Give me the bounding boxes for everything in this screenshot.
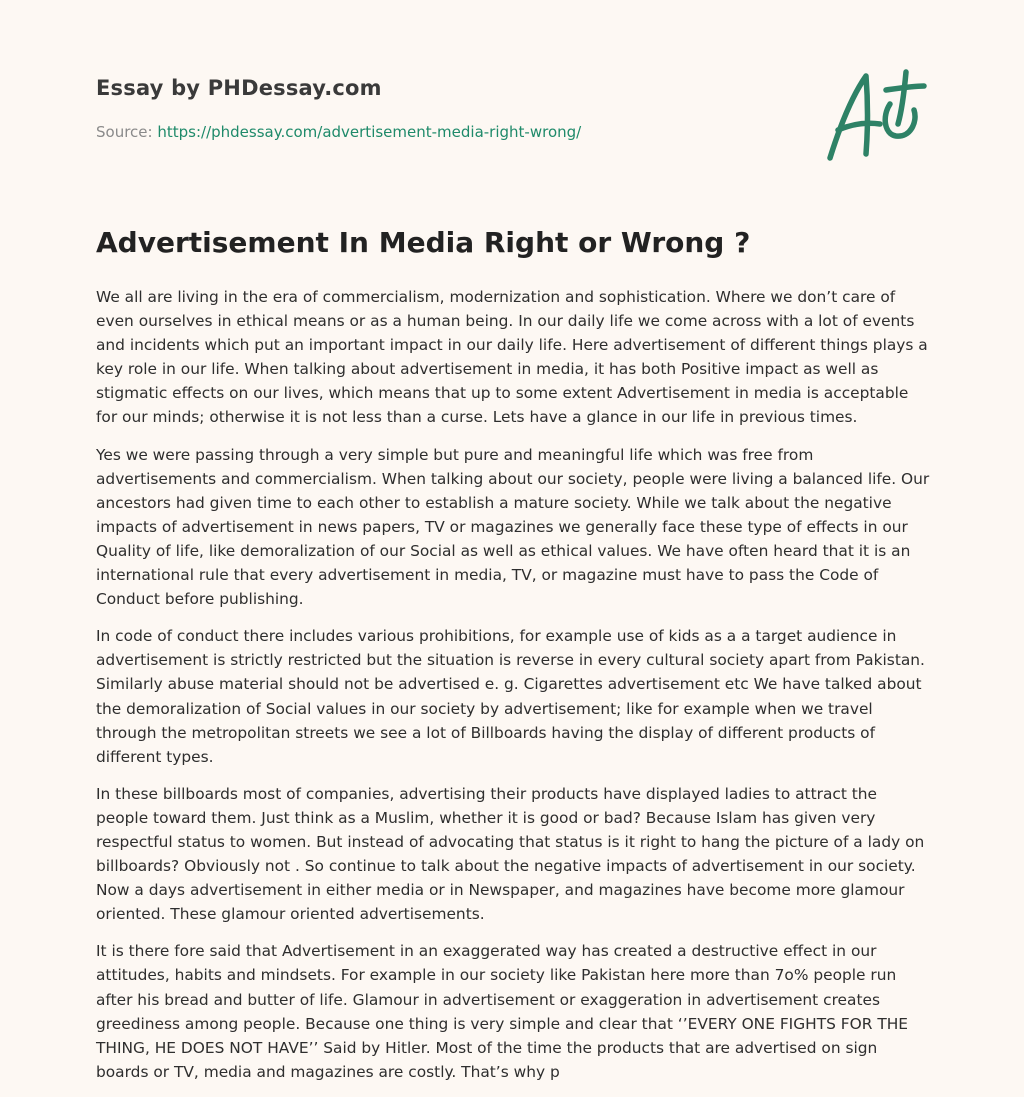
site-title: Essay by PHDessay.com	[96, 76, 382, 100]
essay-paragraph: Yes we were passing through a very simple but pure and meaningful life which was free from advertisements and commercialism. When talking about our society, people were living a balanced life. Our ancestors had given time to each other to establish a mature society. While we talk about the negative impacts of advertisement in news papers, TV or magazines we generally face these type of effects in our Quality of life, like demoralization of our Social as well as ethical values. We have often heard that it is an international rule that every advertisement in media, TV, or magazine must have to pass the Code of Conduct before publishing.	[96, 445, 930, 609]
source-line	[96, 123, 581, 141]
essay-paragraph: In code of conduct there includes various prohibitions, for example use of kids as a a target audience in advertisement is strictly restricted but the situation is reverse in every cultural society apart from Pakistan. Similarly abuse material should not be advertised e. g. Cigarettes advertisement etc We have talked about the demoralization of Social values in our society by advertisement; like for example when we travel through the metropolitan streets we see a lot of Billboards having the display of different products of different types.	[96, 627, 925, 766]
essay-paragraph: We all are living in the era of commercialism, modernization and sophistication. Where we don’t care of even ourselves in ethical means or as a human being. In our daily life we come across with a lot of events and incidents which put an important impact in our daily life. Here advertisement of different things plays a key role in our life. When talking about advertisement in media, it has both Positive impact as well as stigmatic effects on our lives, which means that up to some extent Advertisement in media is acceptable for our minds; otherwise it is not less than a curse. Lets have a glance in our life in previous times.	[96, 288, 928, 427]
source-link[interactable]: https://phdessay.com/advertisement-media-right-wrong/	[157, 123, 582, 141]
essay-paragraph: It is there fore said that Advertisement in an exaggerated way has created a destructive effect in our attitudes, habits and mindsets. For example in our society like Pakistan here more than 7o% people run after his bread and butter of life. Glamour in advertisement or exaggeration in advertisement creates greediness among people. Because one thing is very simple and clear that ‘’EVERY ONE FIGHTS FOR THE THING, HE DOES NOT HAVE’’ Said by Hitler. Most of the time the products that are advertised on sign boards or TV, media and magazines are costly. That’s why p	[96, 942, 909, 1081]
source-label: Source:	[96, 123, 153, 141]
a-plus-logo-icon	[818, 64, 928, 164]
essay-title: Advertisement In Media Right or Wrong ?	[96, 226, 751, 259]
essay-paragraph: In these billboards most of companies, advertising their products have displayed ladies to attract the people toward them. Just think as a Muslim, whether it is good or bad? Because Islam has given very respectful status to women. But instead of advocating that status is it right to hang the picture of a lady on billboards? Obviously not . So continue to talk about the negative impacts of advertisement in our society. Now a days advertisement in either media or in Newspaper, and magazines have become more glamour oriented. These glamour oriented advertisements.	[96, 784, 925, 924]
essay-body	[96, 285, 932, 1097]
